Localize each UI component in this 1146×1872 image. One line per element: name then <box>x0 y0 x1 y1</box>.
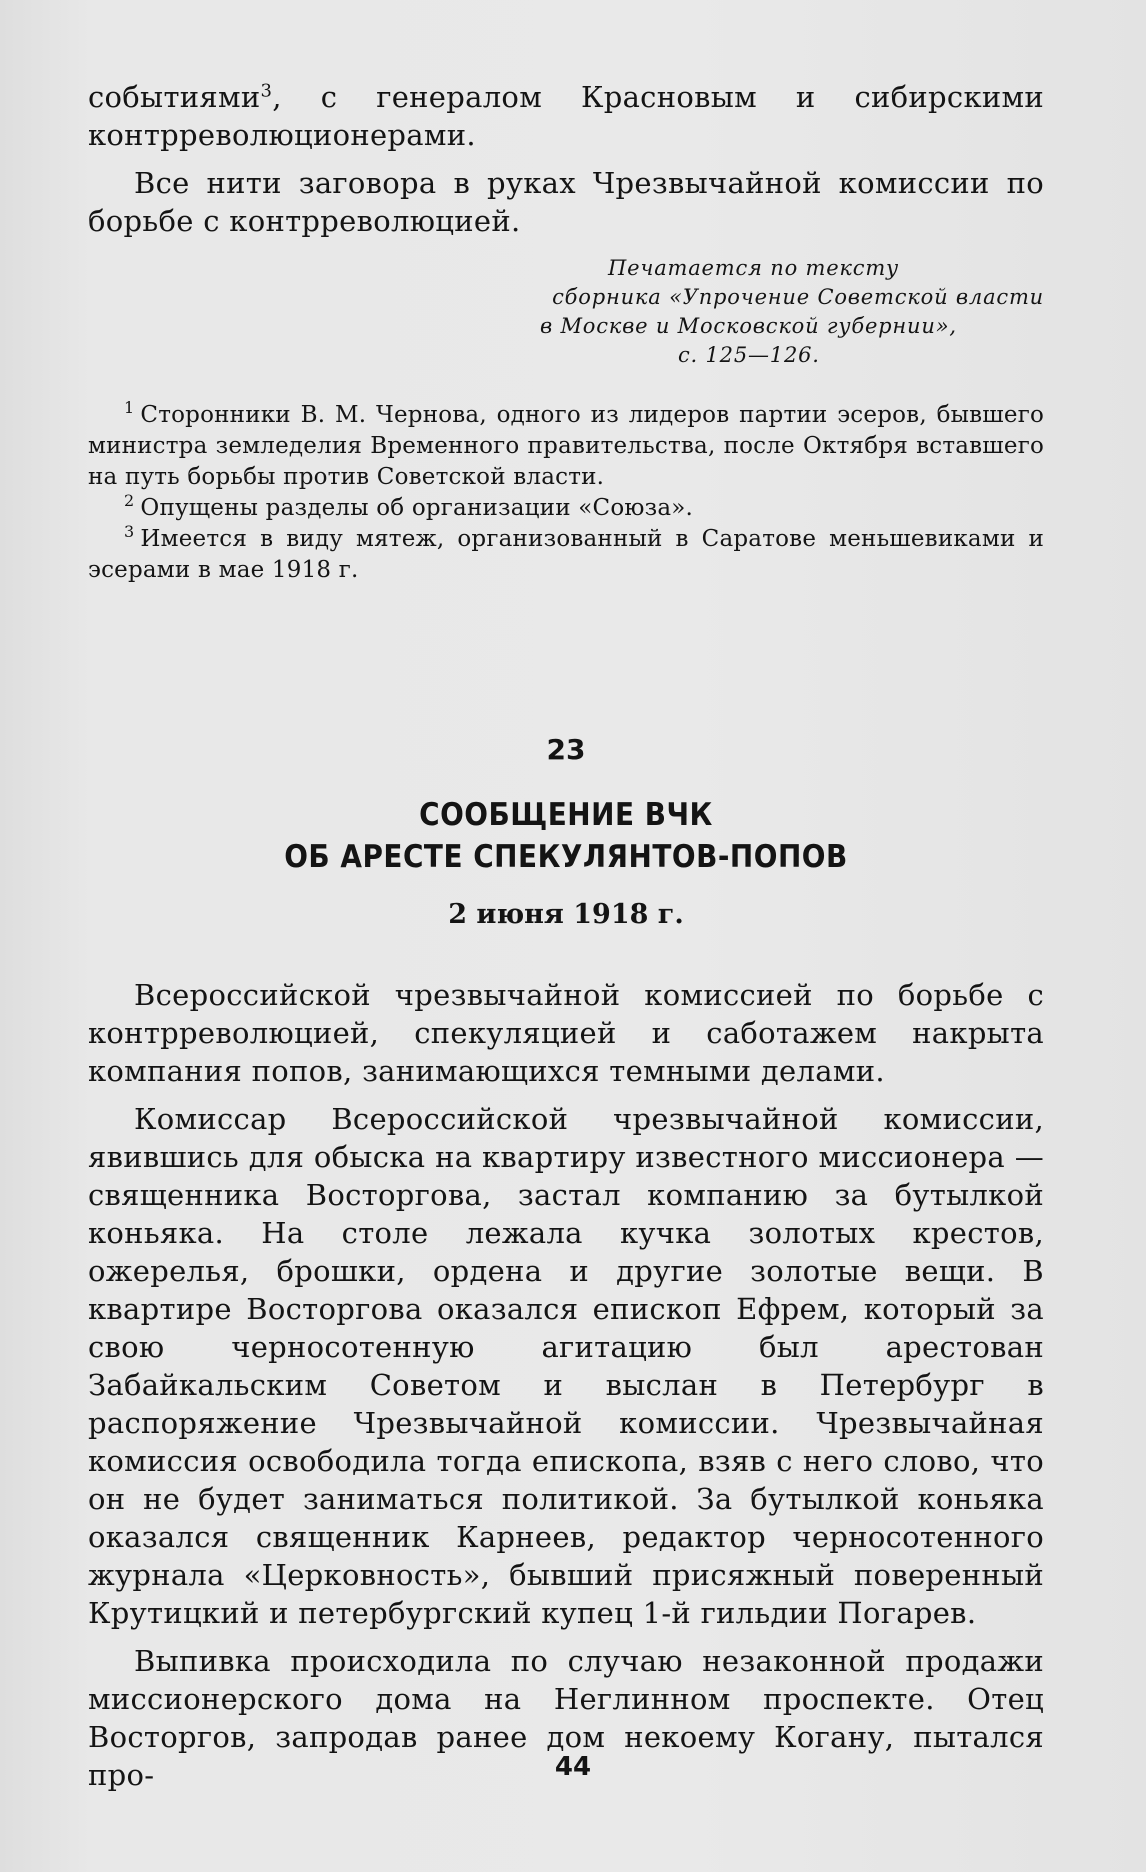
footnote-number: 1 <box>124 398 135 418</box>
body-paragraph-1: Всероссийской чрезвычайной комиссией по борьбе с контрреволюцией, спекуляцией и саботажем накрыта компания попов, занимающихся темными делами. <box>88 978 1044 1088</box>
source-line-1: Печатается по тексту <box>608 256 900 280</box>
source-line-2: сборника «Упрочение Советской власти <box>552 285 1044 309</box>
footnote-2 <box>88 493 1044 524</box>
body-paragraph-2: Комиссар Всероссийской чрезвычайной комиссии, явившись для обыска на квартиру известного миссионера — священника Восторгова, застал компанию за бутылкой коньяка. На столе лежала кучка золотых крестов, ожерелья, брошки, ордена и другие золотые вещи. В квартире Восторгова оказался епископ Ефрем, который за свою черносотенную агитацию был арестован Забайкальским Советом и выслан в Петербург в распоряжение Чрезвычайной комиссии. Чрезвычайная комиссия освободила тогда епископа, взяв с него слово, что он не будет заниматься политикой. За бутылкой коньяка оказался священник Карнеев, редактор черносотенного журнала «Церковность», бывший присяжный поверенный Крутицкий и петербургский купец 1-й гильдии Погарев. <box>88 1102 1044 1630</box>
continuation-paragraph <box>88 78 1044 154</box>
source-line-3: в Москве и Московской губернии», <box>540 314 957 338</box>
footnotes <box>88 400 1044 586</box>
source-citation <box>88 254 1044 370</box>
continuation-text: событиями <box>88 80 261 114</box>
footnote-number: 2 <box>124 491 135 511</box>
footnote-number: 3 <box>124 522 135 542</box>
footnote-3 <box>88 524 1044 586</box>
footnote-text: Имеется в виду мятеж, организованный в Саратове меньшевиками и эсерами в мае 1918 г. <box>88 526 1044 583</box>
document-title-line-1: СООБЩЕНИЕ ВЧК <box>419 797 713 833</box>
document-number: 23 <box>546 733 586 766</box>
footnote-text: Сторонники В. М. Чернова, одного из лидеров партии эсеров, бывшего министра земледелия Временного правительства, после Октября вставшего на путь борьбы против Советской власти. <box>88 402 1044 490</box>
page-number: 44 <box>554 1752 592 1782</box>
conspiracy-paragraph: Все нити заговора в руках Чрезвычайной комиссии по борьбе с контрреволюцией. <box>88 166 1044 238</box>
document-date: 2 июня 1918 г. <box>448 899 684 930</box>
document-body <box>88 976 1044 1794</box>
footnote-text: Опущены разделы об организации «Союза». <box>140 495 694 521</box>
source-line-4: с. 125—126. <box>678 343 820 367</box>
document-title <box>88 794 1044 878</box>
footnote-1 <box>88 400 1044 493</box>
footnote-ref-3: 3 <box>260 80 273 102</box>
continuation-text-rest: , с генералом Красновым и сибирскими контрреволюционерами. <box>88 80 1044 152</box>
body-paragraph-3: Выпивка происходила по случаю незаконной продажи миссионерского дома на Неглинном проспекте. Отец Восторгов, запродав ранее дом некоему Когану, пытался про- <box>88 1644 1044 1792</box>
document-title-line-2: ОБ АРЕСТЕ СПЕКУЛЯНТОВ-ПОПОВ <box>284 839 848 875</box>
